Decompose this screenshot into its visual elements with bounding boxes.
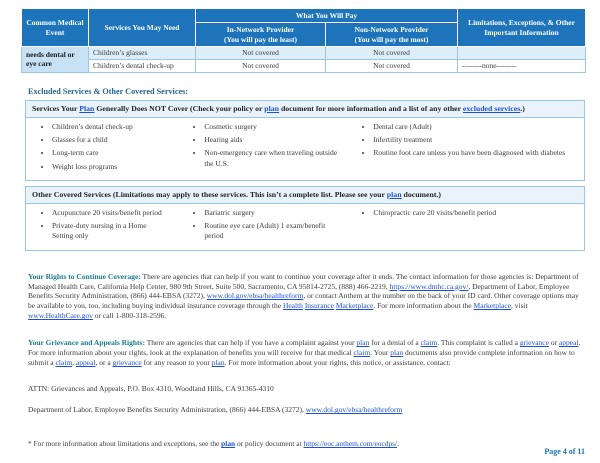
text-segment: or policy document at — [235, 439, 304, 449]
inline-link[interactable]: plan — [264, 103, 280, 113]
inline-link[interactable]: grievance — [112, 358, 142, 368]
text-segment: . Your — [370, 348, 391, 358]
bullet-item: • Long-term care — [52, 148, 178, 158]
bullet-item: • Private-duty nursing in a Home Setting only — [52, 221, 178, 241]
inline-link[interactable]: Health — [282, 301, 303, 311]
col-header-non-network — [326, 23, 458, 47]
text-segment: There are agencies that can help if you have a complaint against your — [144, 338, 357, 348]
text-segment: . For more information about your rights, look at the explanation of benefits you will receive for that medical — [28, 338, 581, 358]
bullet-item: • Cosmetic surgery — [204, 122, 347, 132]
benefits-table — [21, 8, 586, 73]
bullet-item: • Chiropractic care 20 visits/benefit period — [373, 208, 580, 218]
other-covered-column-1 — [26, 208, 178, 244]
bullet-item: • Routine eye care (Adult) 1 exam/benefit period — [204, 221, 347, 241]
bullet-item: • Weight loss programs — [52, 162, 178, 172]
inline-link[interactable]: plan — [390, 348, 404, 358]
text-segment: or — [548, 338, 559, 348]
text-segment: Department of Labor, Employee Benefits Security Administration, (866) 444-EBSA (3272), — [28, 405, 306, 415]
inline-link[interactable]: Marketplace — [473, 301, 512, 311]
text-segment: Your Grievance and Appeals Rights: — [28, 338, 145, 348]
col-header-common-medical-event: Common Medical Event — [22, 9, 89, 47]
non-network-subtitle: (You will pay the most) — [354, 34, 429, 44]
inline-link[interactable]: Marketplace — [335, 301, 374, 311]
limitations-footnote — [28, 439, 585, 449]
text-segment: Other Covered Services (Limitations may apply to these services. This isn’t a complete list. Please see your — [32, 189, 387, 199]
excluded-column-3 — [347, 122, 580, 175]
bullet-item: • Acupuncture 20 visits/benefit period — [52, 208, 178, 218]
text-segment: . — [397, 439, 399, 449]
services-not-covered-list — [26, 118, 584, 180]
inline-link[interactable]: www.dol.gov/ebsa/healthreform — [206, 291, 304, 301]
text-segment: , or a — [95, 358, 113, 368]
text-segment: document for more information and a list of any other — [279, 103, 463, 113]
inline-link[interactable]: claim — [55, 358, 73, 368]
text-segment: . For more information about the — [373, 301, 474, 311]
dol-contact-line — [28, 405, 585, 415]
text-segment: , or contact Anthem at the number on the back of your ID card. Other coverage options may be available to you, too, including buying individual insurance coverage through the — [28, 291, 579, 311]
bullet-item: • Non-emergency care when traveling outside the U.S. — [204, 148, 347, 168]
cell-limitations — [458, 47, 586, 60]
in-network-title: In-Network Provider — [226, 25, 295, 35]
non-network-title: Non-Network Provider — [354, 25, 429, 35]
inline-link[interactable]: claim — [420, 338, 438, 348]
continue-coverage-paragraph — [28, 272, 585, 322]
other-covered-services-title — [26, 187, 584, 205]
inline-link[interactable]: grievance — [519, 338, 549, 348]
col-header-limitations: Limitations, Exceptions, & Other Important Information — [458, 9, 586, 47]
inline-link[interactable]: Plan — [79, 103, 95, 113]
text-segment: Services Your — [32, 103, 80, 113]
other-covered-column-3 — [347, 208, 580, 244]
text-segment: . This complaint is called a — [437, 338, 520, 348]
text-segment: or call 1-800-318-2596. — [92, 311, 167, 321]
other-covered-services-list — [26, 204, 584, 249]
text-segment: Your Rights to Continue Coverage: — [28, 271, 141, 281]
excluded-column-1 — [26, 122, 178, 175]
other-covered-column-2 — [178, 208, 347, 244]
table-row — [22, 59, 586, 72]
bullet-item: • Routine foot care unless you have been diagnosed with diabetes — [373, 148, 580, 158]
attn-address-line: ATTN: Grievances and Appeals, P.O. Box 4310, Woodland Hills, CA 91365-4310 — [28, 384, 274, 394]
cell-limitations: --------none-------- — [458, 59, 586, 72]
inline-link[interactable]: www.dol.gov/ebsa/healthreform — [305, 405, 403, 415]
text-segment: , Department of Labor, Employee Benefits Security Administration, (866) 444-EBSA (3272), — [28, 281, 570, 301]
inline-link[interactable]: plan — [386, 189, 402, 199]
col-header-services-you-may-need: Services You May Need — [89, 9, 196, 47]
inline-link[interactable]: appeal — [75, 358, 96, 368]
bullet-item: • Hearing aids — [204, 135, 347, 145]
inline-link[interactable]: https://www.dmhc.ca.gov/ — [389, 281, 469, 291]
col-header-in-network — [196, 23, 326, 47]
excluded-services-heading: Excluded Services & Other Covered Services: — [28, 86, 189, 96]
text-segment: , — [72, 358, 76, 368]
cell-service: Children’s dental check-up — [89, 59, 196, 72]
page-number-label: Page 4 of 11 — [544, 447, 585, 456]
services-not-covered-box — [25, 100, 585, 181]
bullet-item: • Bariatric surgery — [204, 208, 347, 218]
text-segment: for any reason to your — [141, 358, 212, 368]
inline-link[interactable]: plan — [221, 439, 236, 449]
inline-link[interactable]: appeal — [558, 338, 579, 348]
bullet-item: • Children’s dental check-up — [52, 122, 178, 132]
text-segment: .) — [520, 103, 525, 113]
benefits-table-wrapper — [21, 8, 585, 73]
bullet-item: • Infertility treatment — [373, 135, 580, 145]
cell-non-network: Not covered — [326, 47, 458, 60]
cell-service: Children’s glasses — [89, 47, 196, 60]
cell-medical-event: needs dental or eye care — [22, 47, 89, 73]
inline-link[interactable]: excluded services — [462, 103, 521, 113]
other-covered-services-box — [25, 186, 585, 251]
services-not-covered-title — [26, 101, 584, 119]
bullet-item: • Glasses for a child — [52, 135, 178, 145]
text-segment: Generally Does NOT Cover (Check your policy or — [94, 103, 265, 113]
inline-link[interactable]: plan — [211, 358, 225, 368]
text-segment: documents also provide complete information on how to submit a — [28, 348, 575, 368]
cell-in-network: Not covered — [196, 47, 326, 60]
col-header-what-you-will-pay: What You Will Pay — [196, 9, 458, 23]
in-network-subtitle: (You will pay the least) — [224, 34, 297, 44]
inline-link[interactable]: www.HealthCare.gov — [28, 311, 93, 321]
text-segment: There are agencies that can help if you want to continue your coverage after it ends. The contact information for those agencies is: Department of Managed Health Care, California Help Center, 980 9th Street, Suite 500, Sacramento, CA 95814-2725, (888) 466-2219, — [28, 271, 579, 291]
text-segment: . For more information about your rights, this notice, or assistance, contact: — [224, 358, 451, 368]
inline-link[interactable]: plan — [356, 338, 370, 348]
inline-link[interactable]: claim — [353, 348, 371, 358]
inline-link[interactable]: Insurance — [304, 301, 334, 311]
text-segment: for a denial of a — [369, 338, 421, 348]
bullet-item: • Dental care (Adult) — [373, 122, 580, 132]
table-row — [22, 47, 586, 60]
cell-non-network: Not covered — [326, 59, 458, 72]
text-segment: , visit — [511, 301, 528, 311]
inline-link[interactable]: https://eoc.anthem.com/eocdps/ — [303, 439, 398, 449]
text-segment: document.) — [401, 189, 441, 199]
cell-in-network: Not covered — [196, 59, 326, 72]
text-segment: * For more information about limitations and exceptions, see the — [28, 439, 222, 449]
excluded-column-2 — [178, 122, 347, 175]
grievance-appeals-paragraph — [28, 338, 585, 368]
